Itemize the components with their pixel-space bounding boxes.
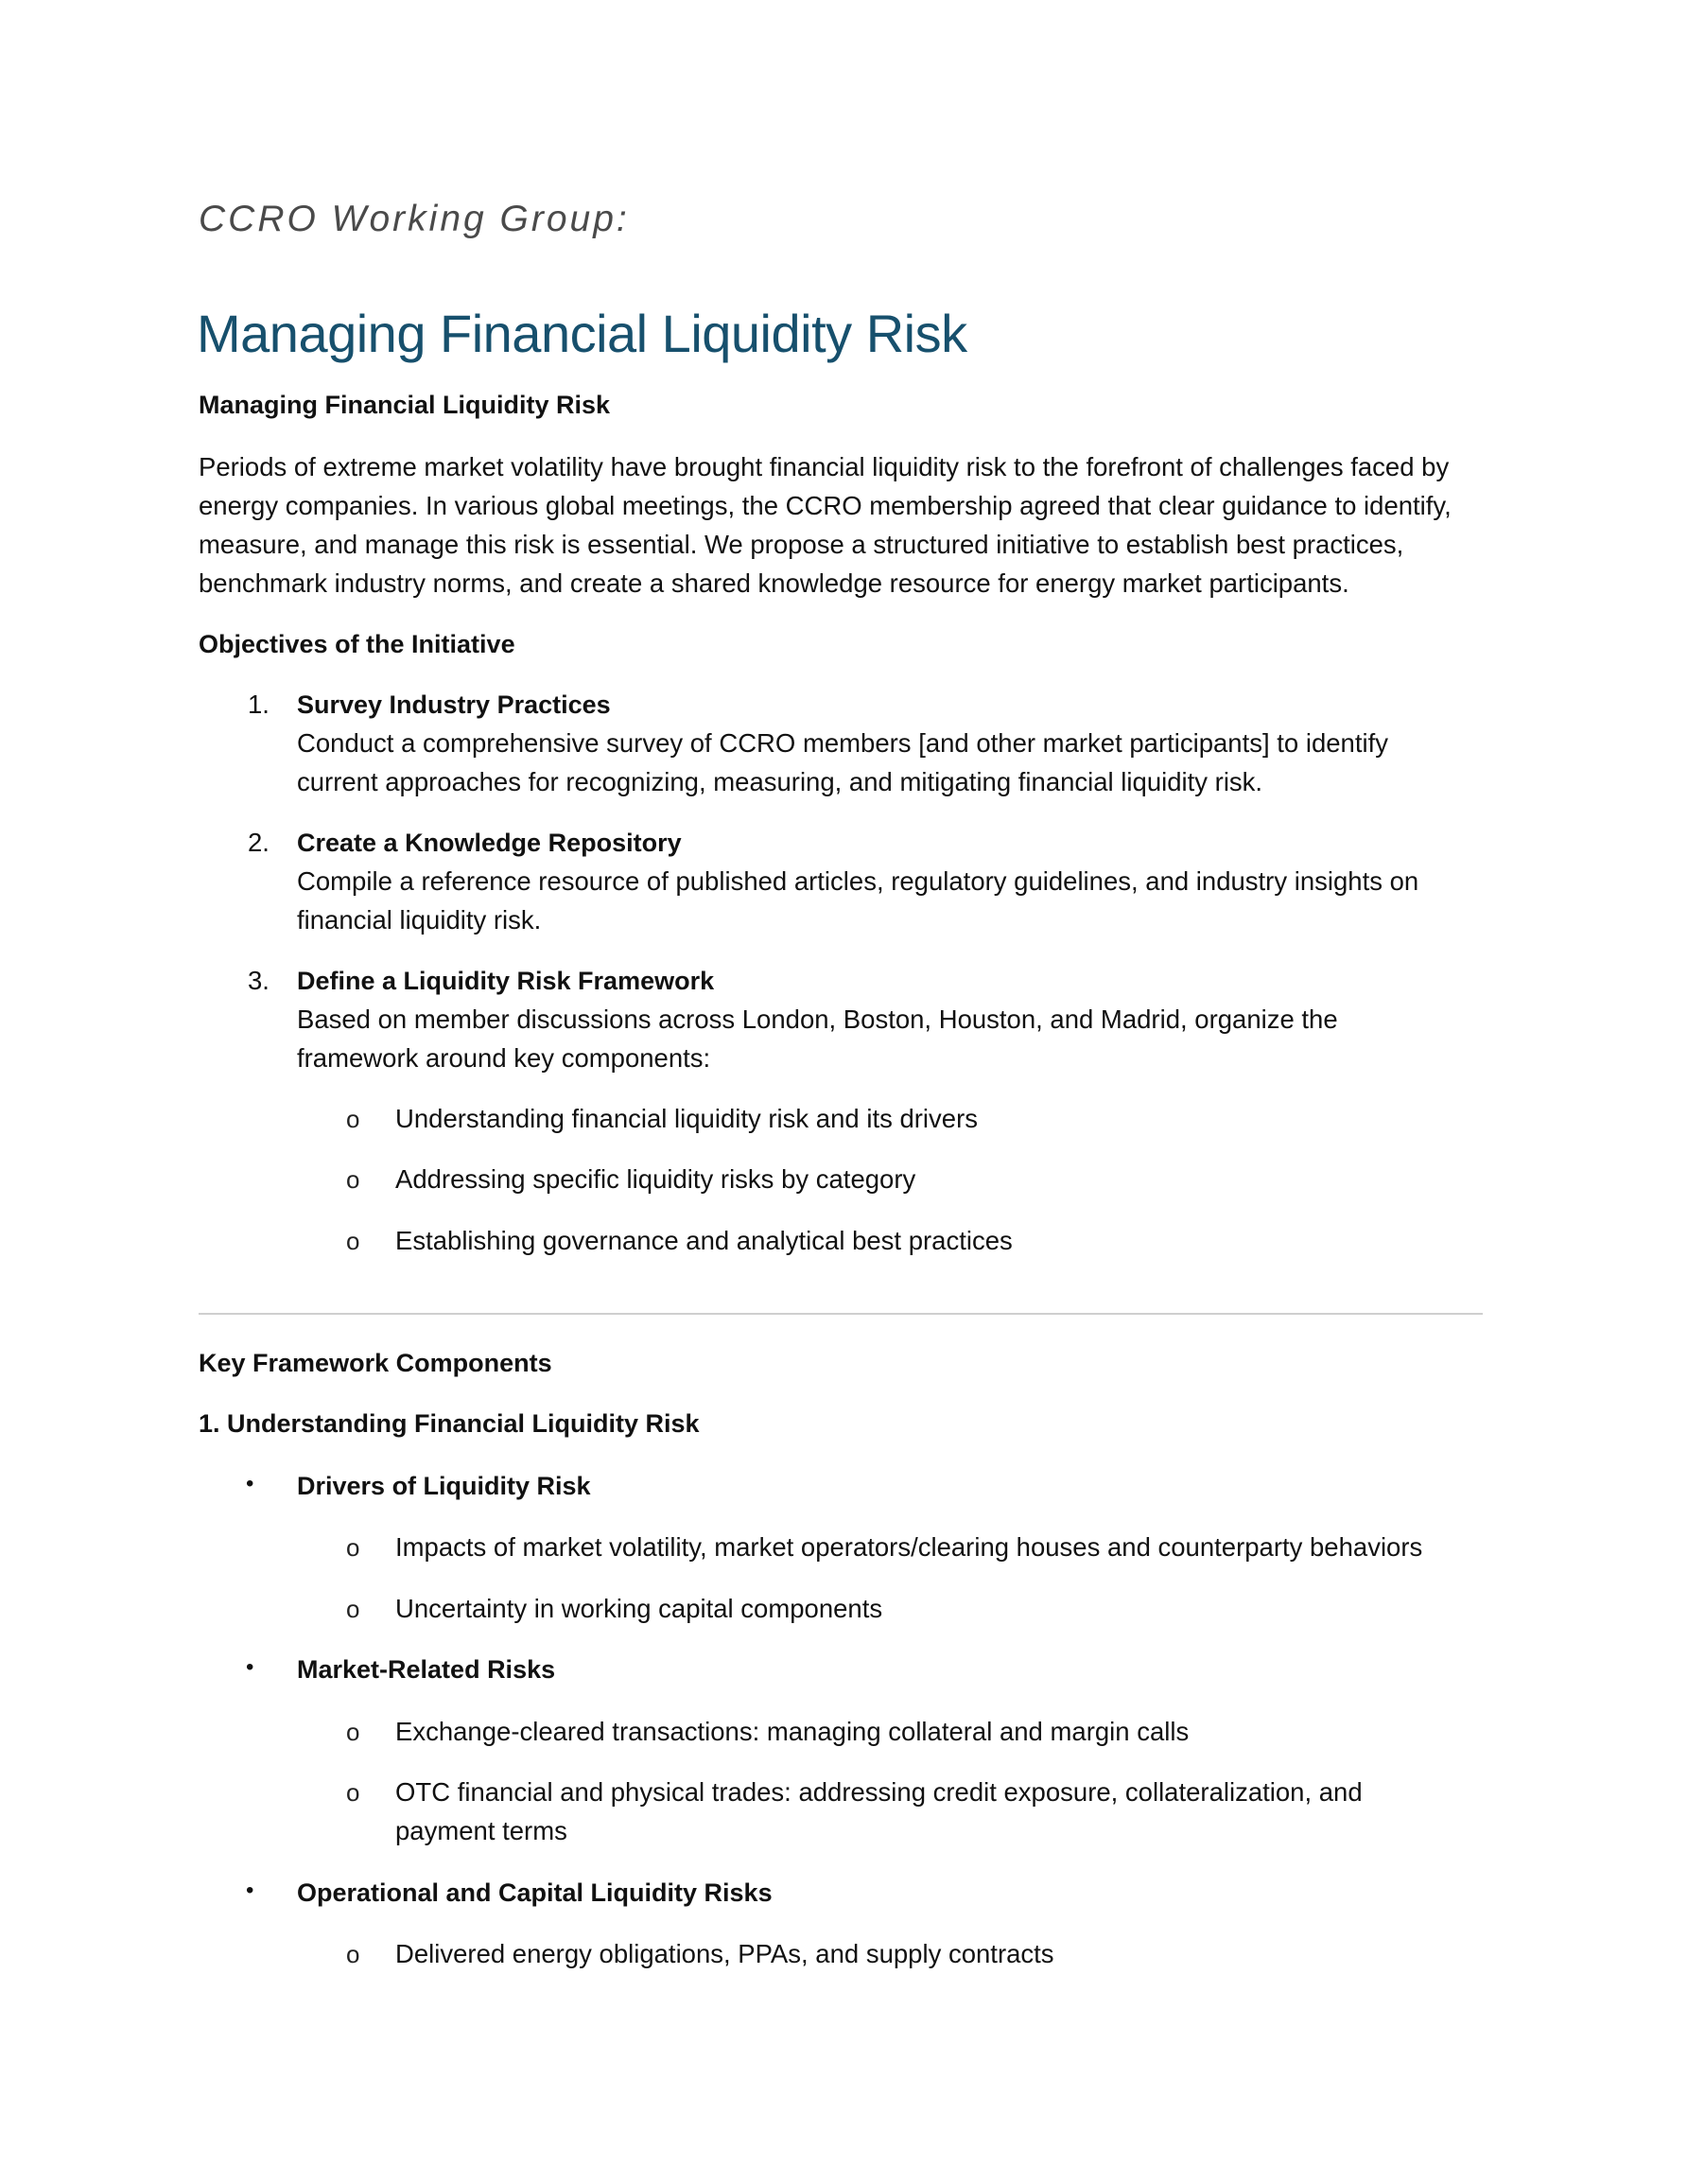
document-subtitle: CCRO Working Group: [199,199,630,239]
document-title: Managing Financial Liquidity Risk [197,304,967,363]
objective-text-line: current approaches for recognizing, measuring, and mitigating financial liquidity risk. [297,767,1263,796]
circle-bullet-icon: o [346,1718,360,1746]
circle-bullet-icon: o [346,1227,360,1255]
objective-number: 1. [248,690,270,719]
framework-group-title: Market-Related Risks [297,1655,556,1684]
objective-text-line: Based on member discussions across London, Boston, Houston, and Madrid, organize the [297,1005,1338,1034]
framework-group-title: Operational and Capital Liquidity Risks [297,1878,773,1907]
objective-title: Define a Liquidity Risk Framework [297,967,715,995]
circle-bullet-icon: o [346,1165,360,1194]
objective-number: 2. [248,828,270,857]
objective-subitem: Establishing governance and analytical best practices [395,1226,1013,1255]
framework-item-continued: payment terms [395,1816,567,1845]
objective-text-line: framework around key components: [297,1043,711,1073]
framework-item: Uncertainty in working capital components [395,1594,883,1623]
bullet-icon: • [246,1878,254,1903]
circle-bullet-icon: o [346,1940,360,1968]
framework-item: Exchange-cleared transactions: managing collateral and margin calls [395,1717,1190,1746]
objective-title: Create a Knowledge Repository [297,829,682,857]
framework-item: Delivered energy obligations, PPAs, and supply contracts [395,1939,1054,1968]
objective-text-line: Conduct a comprehensive survey of CCRO members [and other market participants] to identify [297,728,1388,758]
horizontal-divider [199,1313,1483,1315]
framework-section-heading: 1. Understanding Financial Liquidity Risk [199,1409,700,1438]
circle-bullet-icon: o [346,1595,360,1623]
circle-bullet-icon: o [346,1778,360,1807]
circle-bullet-icon: o [346,1105,360,1133]
objective-subitem: Understanding financial liquidity risk and its drivers [395,1104,978,1133]
objective-text-line: Compile a reference resource of published articles, regulatory guidelines, and industry insights on [297,866,1419,896]
framework-item: Impacts of market volatility, market operators/clearing houses and counterparty behaviors [395,1532,1423,1562]
objective-text-line: financial liquidity risk. [297,905,542,935]
objectives-heading: Objectives of the Initiative [199,630,515,658]
intro-paragraph-line: benchmark industry norms, and create a shared knowledge resource for energy market participants. [199,568,1349,598]
intro-heading: Managing Financial Liquidity Risk [199,391,611,419]
framework-heading: Key Framework Components [199,1349,552,1377]
circle-bullet-icon: o [346,1533,360,1562]
intro-paragraph-line: Periods of extreme market volatility have brought financial liquidity risk to the forefront of challenges faced by [199,452,1450,481]
intro-paragraph-line: energy companies. In various global meetings, the CCRO membership agreed that clear guidance to identify, [199,491,1452,520]
bullet-icon: • [246,1654,254,1680]
framework-item: OTC financial and physical trades: addressing credit exposure, collateralization, and [395,1777,1363,1807]
objective-subitem: Addressing specific liquidity risks by category [395,1164,916,1194]
objective-number: 3. [248,966,270,995]
intro-paragraph-line: measure, and manage this risk is essential. We propose a structured initiative to establish best practices, [199,530,1404,559]
bullet-icon: • [246,1471,254,1496]
framework-group-title: Drivers of Liquidity Risk [297,1472,591,1500]
objective-title: Survey Industry Practices [297,690,611,719]
